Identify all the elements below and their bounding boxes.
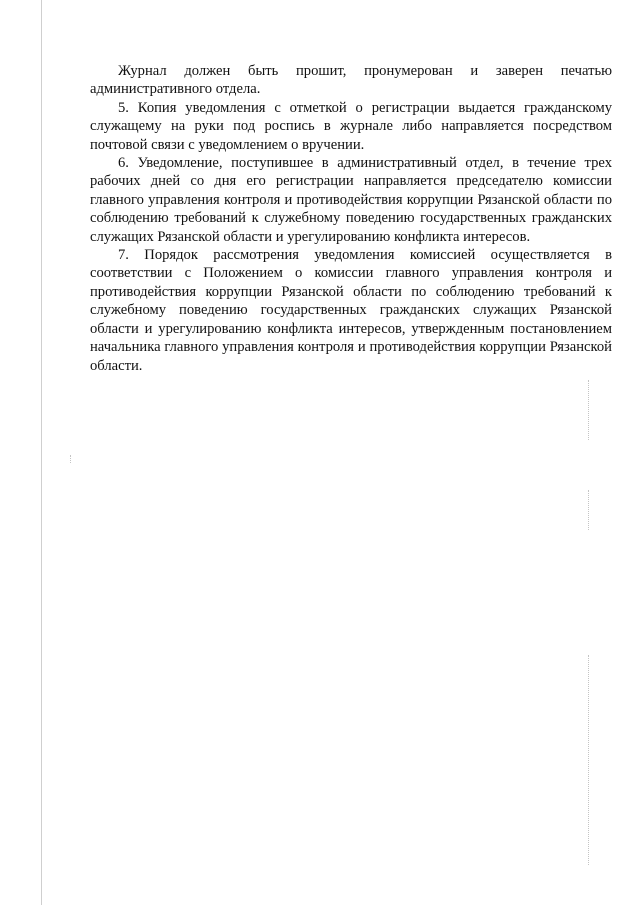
scan-mark (70, 455, 72, 463)
scan-mark (588, 380, 590, 440)
paragraph-5: 5. Копия уведомления с отметкой о регистрации выдается гражданскому служащему на руки под роспись в журнале либо направляется посредством почтовой связи с уведомлением о вручении. (90, 99, 612, 153)
paragraph-6: 6. Уведомление, поступившее в административный отдел, в течение трех рабочих дней со дня его регистрации направляется председателю комиссии главного управления контроля и противодействия коррупции Рязанской области по соблюдению требований к служебному поведению государственных гражданских служащих Рязанской области и урегулированию конфликта интересов. (90, 155, 612, 245)
scan-mark (588, 655, 590, 865)
document-body (90, 62, 612, 375)
scan-mark (588, 490, 590, 530)
paragraph-7: 7. Порядок рассмотрения уведомления комиссией осуществляется в соответствии с Положением о комиссии главного управления контроля и противодействия коррупции Рязанской области по соблюдению требований к служебному поведению государственных гражданских служащих Рязанской области и урегулированию конфликта интересов, утвержденным постановлением начальника главного управления контроля и противодействия коррупции Рязанской области. (90, 247, 612, 374)
page-left-edge (41, 0, 42, 905)
paragraph-journal: Журнал должен быть прошит, пронумерован и заверен печатью административного отдела. (90, 63, 612, 98)
